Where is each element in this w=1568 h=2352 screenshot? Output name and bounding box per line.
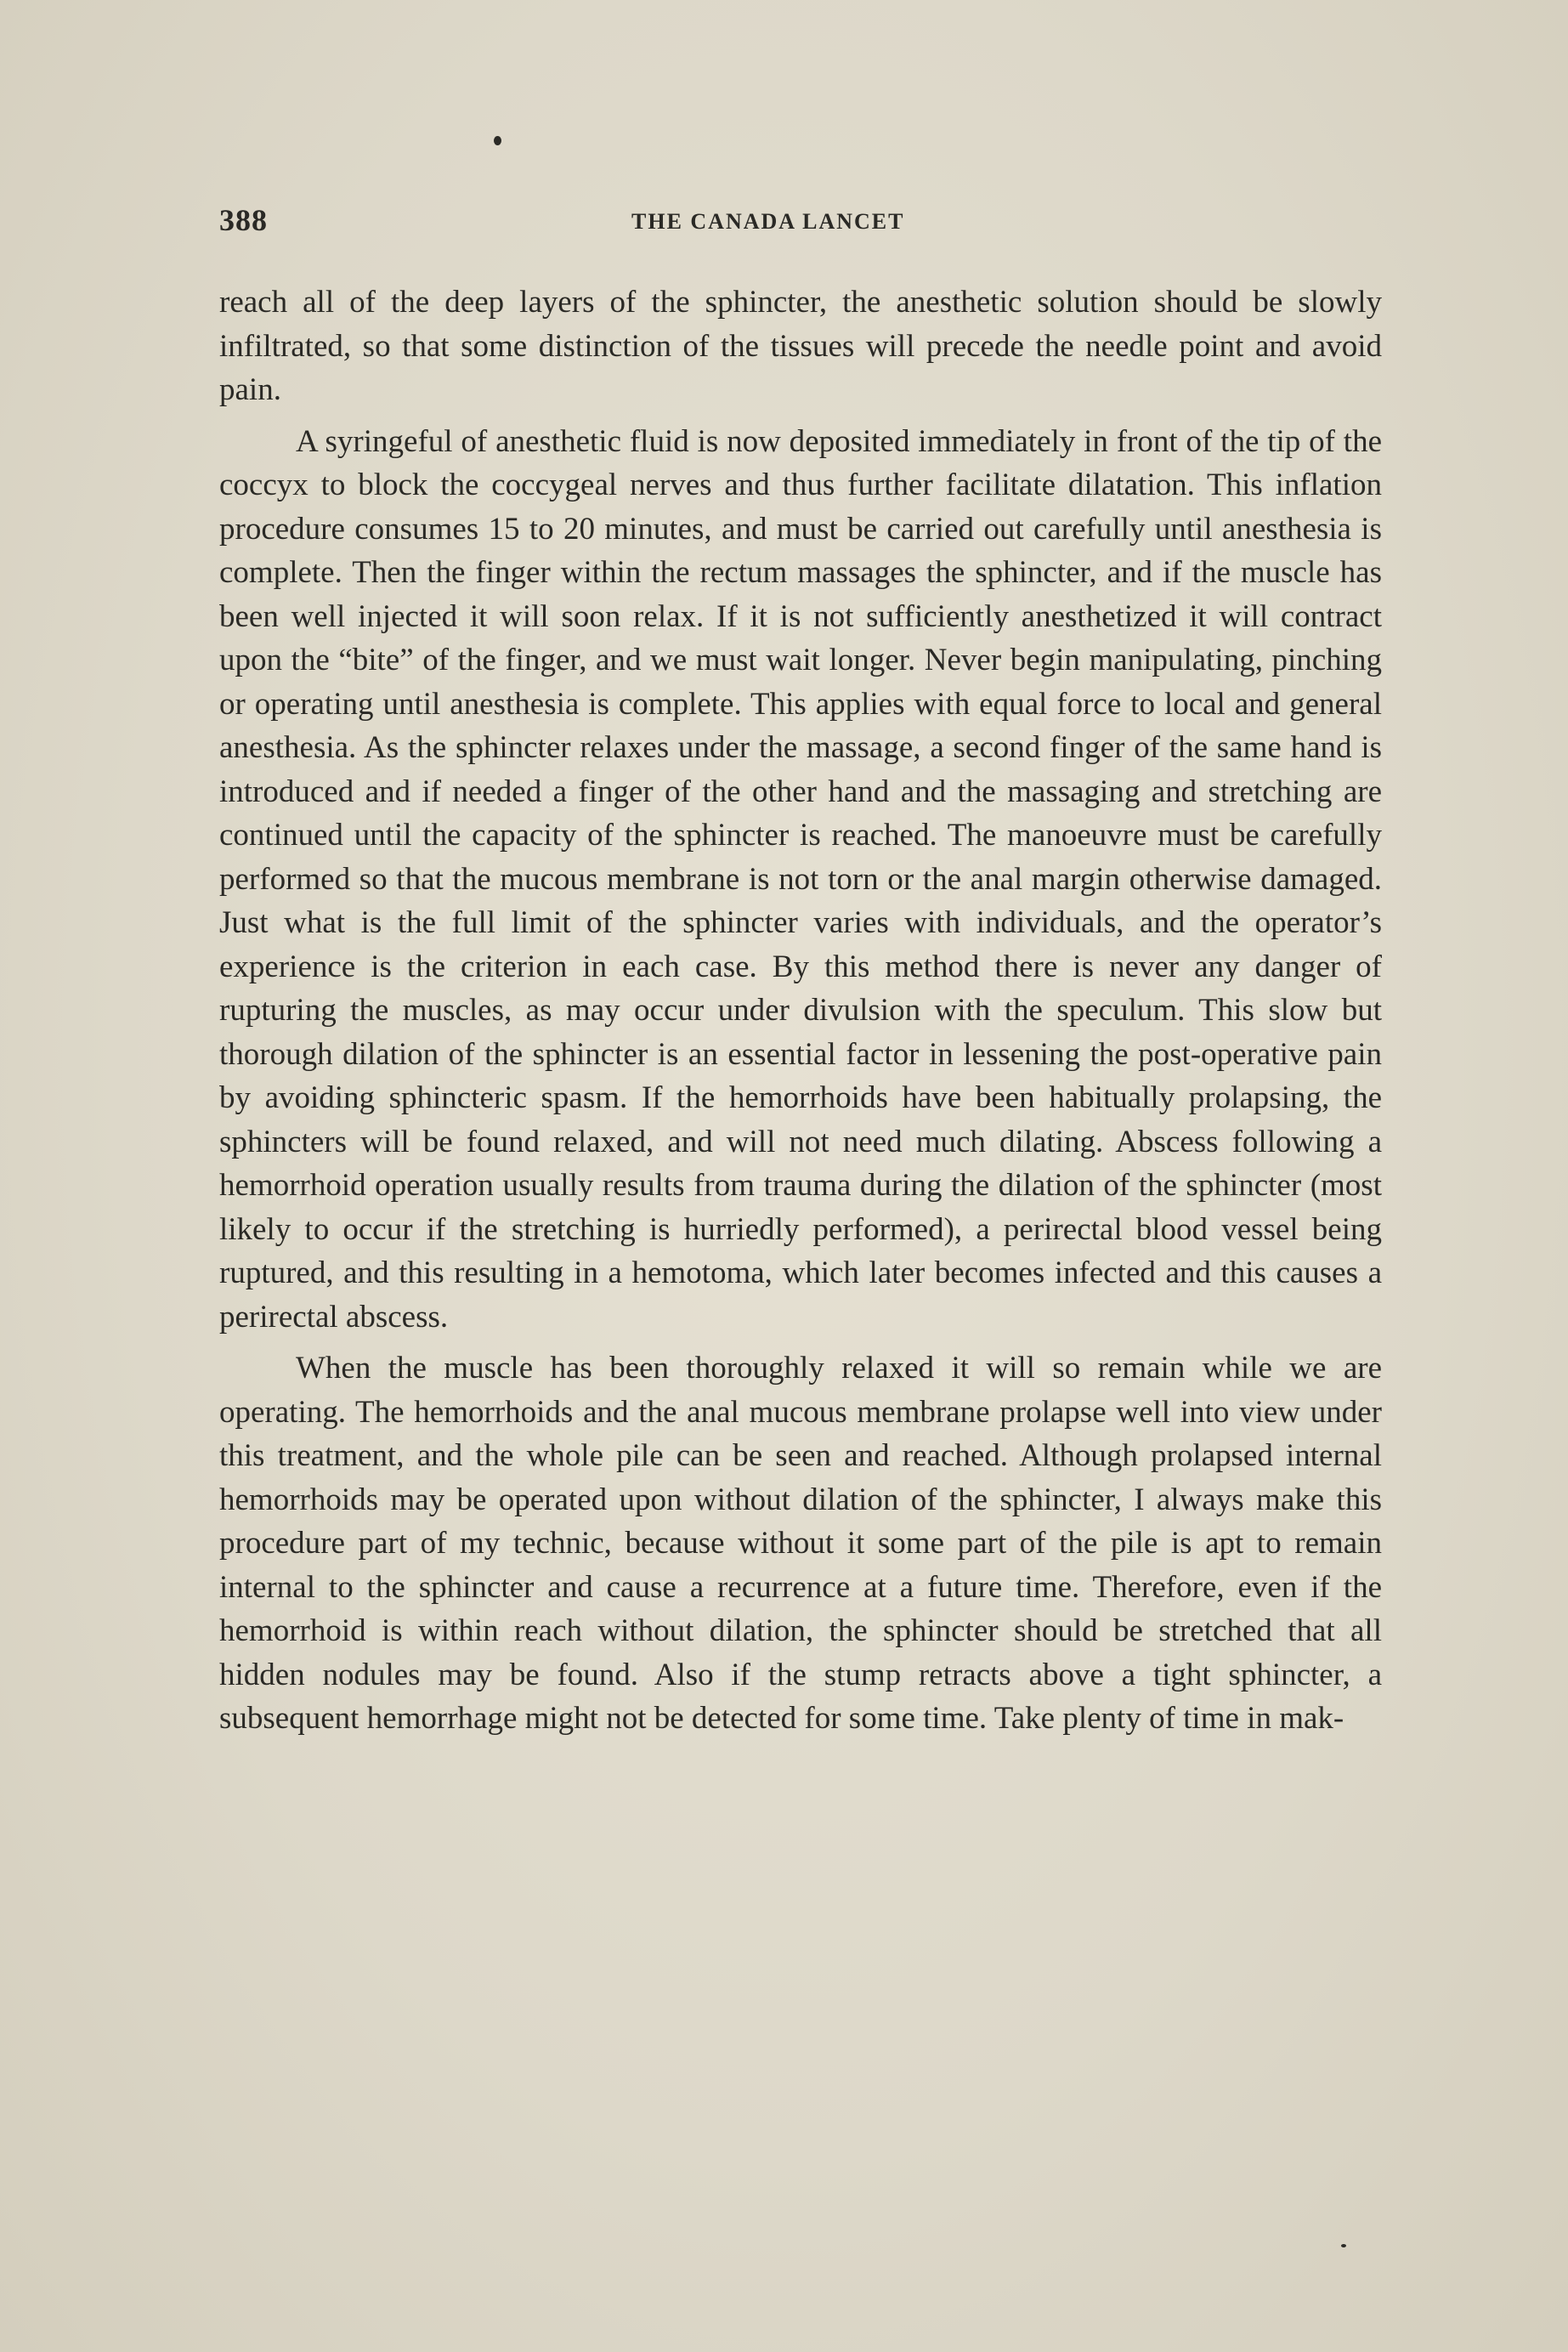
body-text bbox=[219, 281, 1382, 1748]
ink-speck bbox=[1341, 2244, 1346, 2247]
page-header bbox=[219, 202, 1392, 245]
ink-speck bbox=[494, 136, 501, 145]
paragraph: reach all of the deep layers of the sphincter, the anesthetic solution should be slowly infiltrated, so that some distinction of the tissues will precede the needle point and avoid pain. bbox=[219, 285, 1382, 407]
running-head: THE CANADA LANCET bbox=[631, 209, 905, 234]
paragraph: A syringeful of anesthetic fluid is now deposited immediately in front of the tip of the coccyx to block the coccygeal nerves and thus further facilitate dilatation. This inflation procedure consumes 15 to 20 minutes, and must be carried out carefully until anesthesia is complete. Then the finger within the rectum massages the sphincter, and if the muscle has been well injected it will soon relax. If it is not sufficiently anesthetized it will contract upon the “bite” of the finger, and we must wait longer. Never begin manipulating, pinching or operating until anesthesia is complete. This applies with equal force to local and general anesthesia. As the sphincter relaxes under the massage, a second finger of the same hand is introduced and if needed a finger of the other hand and the massaging and stretching are continued until the capacity of the sphincter is reached. The manoeuvre must be carefully performed so that the mucous membrane is not torn or the anal margin otherwise damaged. Just what is the full limit of the sphincter varies with individuals, and the operator’s experience is the criterion in each case. By this method there is never any danger of rupturing the muscles, as may occur under divulsion with the speculum. This slow but thorough dilation of the sphincter is an essential factor in lessening the post-operative pain by avoiding sphincteric spasm. If the hemorrhoids have been habitually prolapsing, the sphincters will be found relaxed, and will not need much dilating. Abscess following a hemorrhoid operation usually results from trauma during the dilation of the sphincter (most likely to occur if the stretching is hurriedly performed), a perirectal blood vessel being ruptured, and this resulting in a hemotoma, which later becomes infected and this causes a perirectal abscess. bbox=[219, 423, 1382, 1335]
page-number: 388 bbox=[219, 203, 268, 237]
paragraph: When the muscle has been thoroughly relaxed it will so remain while we are operating. The hemorrhoids and the anal mucous membrane prolapse well into view under this treatment, and the whole pile can be seen and reached. Although prolapsed internal hemorrhoids may be operated upon without dilation of the sphincter, I always make this procedure part of my technic, because without it some part of the pile is apt to remain internal to the sphincter and cause a recurrence at a future time. Therefore, even if the hemorrhoid is within reach without dilation, the sphincter should be stretched that all hidden nodules may be found. Also if the stump retracts above a tight sphincter, a subsequent hemorrhage might not be detected for some time. Take plenty of time in mak- bbox=[219, 1351, 1382, 1736]
